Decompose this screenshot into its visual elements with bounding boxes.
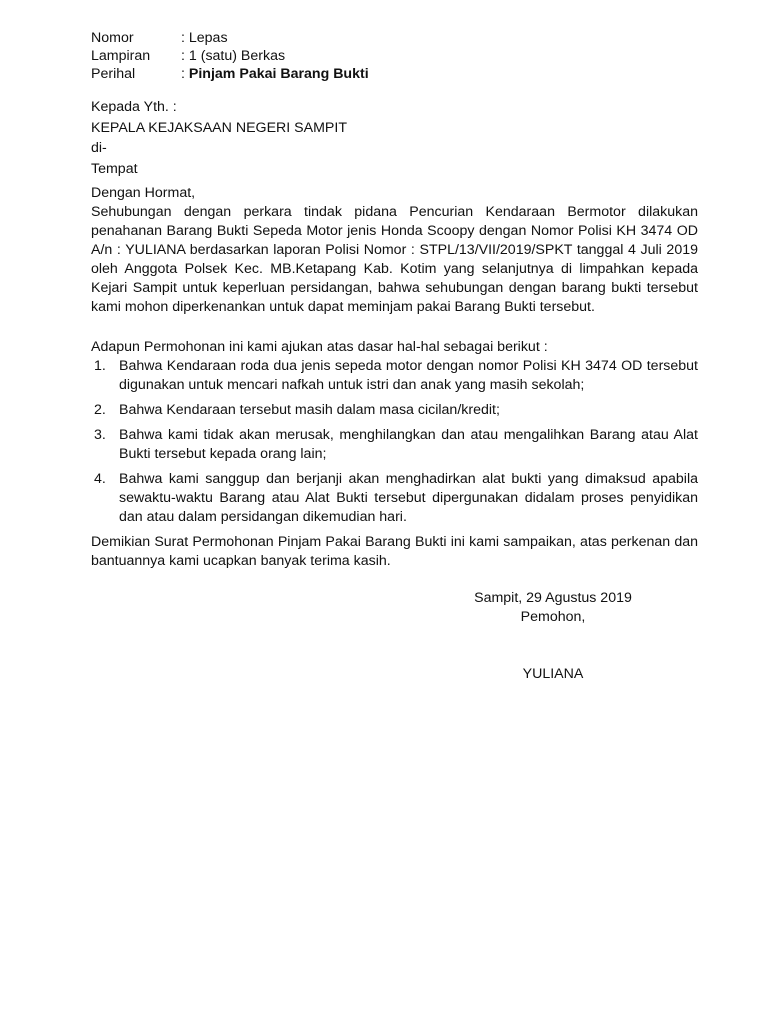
place-date: Sampit, 29 Agustus 2019: [474, 590, 632, 606]
perihal-colon: :: [181, 66, 189, 82]
list-item: [91, 426, 698, 464]
signer-name: YULIANA: [522, 666, 584, 682]
list-item-text: Bahwa Kendaraan tersebut masih dalam masa cicilan/kredit;: [119, 402, 500, 418]
header-row-lampiran: [91, 47, 369, 65]
header-row-perihal: [91, 65, 369, 83]
closing-paragraph: Demikian Surat Permohonan Pinjam Pakai Barang Bukti ini kami sampaikan, atas perkenan dan bantuannya kami ucapkan banyak terima kasih.: [91, 534, 698, 569]
signature-block: [440, 589, 666, 684]
list-item-number: 2.: [94, 402, 106, 418]
perihal-value: Pinjam Pakai Barang Bukti: [188, 66, 369, 82]
list-item-text: Bahwa Kendaraan roda dua jenis sepeda motor dengan nomor Polisi KH 3474 OD tersebut digunakan untuk mencari nafkah untuk istri dan anak yang masih sekolah;: [119, 358, 698, 393]
perihal-label: Perihal: [91, 66, 136, 82]
nomor-label: Nomor: [91, 30, 134, 46]
list-item-text: Bahwa kami sanggup dan berjanji akan menghadirkan alat bukti yang dimaksud apabila sewaktu-waktu Barang atau Alat Bukti tersebut dipergunakan didalam proses penyidikan dan atau dalam persidangan dikemudian hari.: [119, 471, 698, 525]
header-row-nomor: [91, 29, 369, 47]
salutation: Dengan Hormat,: [91, 185, 196, 201]
lampiran-value: : 1 (satu) Berkas: [181, 48, 286, 64]
list-item-number: 4.: [94, 471, 106, 487]
list-intro: Adapun Permohonan ini kami ajukan atas dasar hal-hal sebagai berikut :: [91, 339, 548, 355]
address-line-2: KEPALA KEJAKSAAN NEGERI SAMPIT: [91, 119, 347, 136]
list-item: [91, 470, 698, 527]
lampiran-label: Lampiran: [91, 48, 151, 64]
address-line-4: Tempat: [91, 160, 138, 177]
list-item: [91, 357, 698, 395]
letter-header: [91, 29, 369, 83]
letter-body: [91, 184, 698, 571]
signer-role: Pemohon,: [520, 609, 586, 625]
nomor-value: : Lepas: [181, 30, 228, 46]
address-line-3: di-: [91, 140, 107, 156]
list-item: [91, 401, 698, 420]
reasons-list: [91, 357, 698, 527]
paragraph-1: Sehubungan dengan perkara tindak pidana Pencurian Kendaraan Bermotor dilakukan penahanan Barang Bukti Sepeda Motor jenis Honda Scoopy dengan Nomor Polisi KH 3474 OD A/n : YULIANA berdasarkan laporan Polisi Nomor : STPL/13/VII/2019/SPKT tanggal 4 Juli 2019 oleh Anggota Polsek Kec. MB.Ketapang Kab. Kotim yang selanjutnya di limpahkan kepada Kejari Sampit untuk keperluan persidangan, bahwa sehubungan dengan barang bukti tersebut kami mohon diperkenankan untuk dapat meminjam pakai Barang Bukti tersebut.: [91, 204, 698, 315]
list-item-number: 1.: [94, 358, 106, 374]
list-item-number: 3.: [94, 427, 106, 443]
recipient-address: [91, 98, 347, 180]
list-item-text: Bahwa kami tidak akan merusak, menghilangkan dan atau mengalihkan Barang atau Alat Bukti tersebut kepada orang lain;: [119, 427, 698, 462]
address-line-1: Kepada Yth. :: [91, 99, 177, 115]
